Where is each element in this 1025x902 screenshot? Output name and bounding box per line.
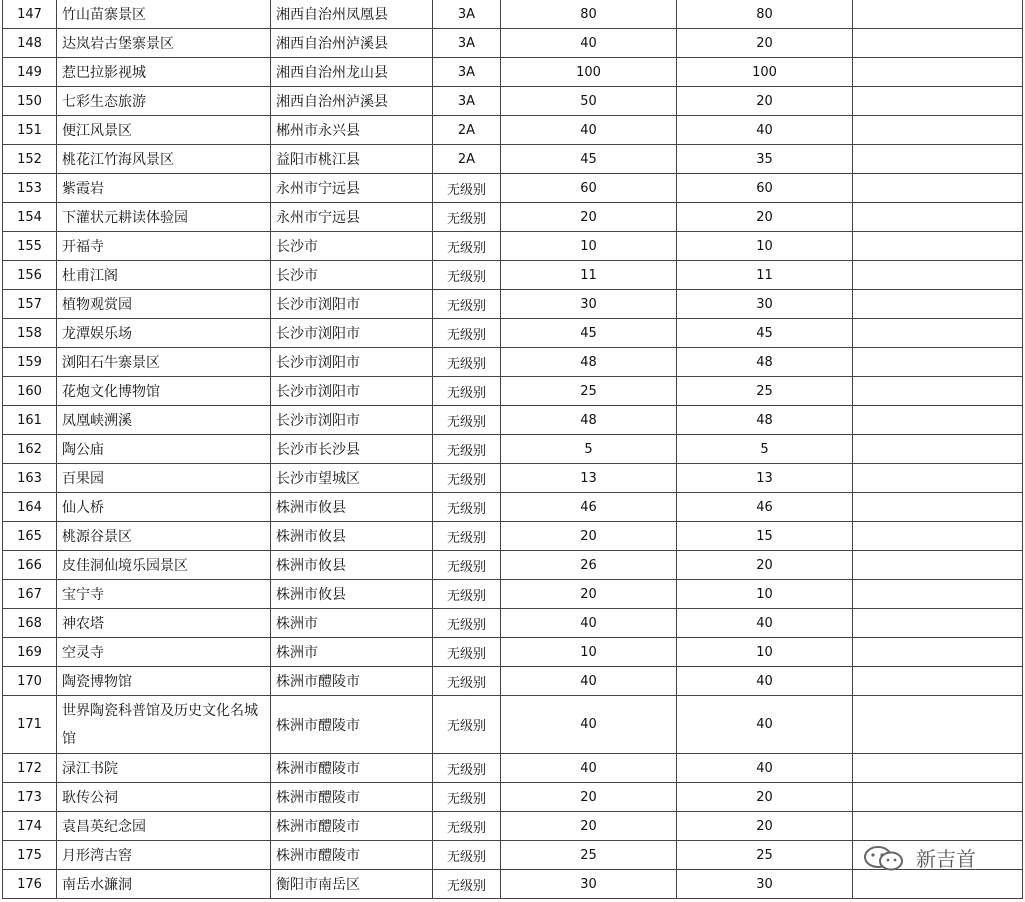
spot-name: 神农塔 bbox=[57, 609, 271, 638]
empty-cell bbox=[853, 551, 1023, 580]
value-2: 20 bbox=[677, 783, 853, 812]
spot-name: 仙人桥 bbox=[57, 493, 271, 522]
row-number: 153 bbox=[3, 174, 57, 203]
value-1: 11 bbox=[501, 261, 677, 290]
spot-grade: 无级别 bbox=[433, 377, 501, 406]
spot-name: 南岳水濂洞 bbox=[57, 870, 271, 899]
spot-name: 凤凰峡溯溪 bbox=[57, 406, 271, 435]
spot-name: 百果园 bbox=[57, 464, 271, 493]
value-2: 48 bbox=[677, 348, 853, 377]
spot-grade: 无级别 bbox=[433, 522, 501, 551]
table-row bbox=[3, 116, 1023, 145]
empty-cell bbox=[853, 232, 1023, 261]
table-row bbox=[3, 406, 1023, 435]
value-1: 40 bbox=[501, 609, 677, 638]
spot-grade: 无级别 bbox=[433, 812, 501, 841]
empty-cell bbox=[853, 174, 1023, 203]
row-number: 169 bbox=[3, 638, 57, 667]
row-number: 148 bbox=[3, 29, 57, 58]
table-body bbox=[3, 0, 1023, 899]
value-1: 40 bbox=[501, 696, 677, 754]
row-number: 158 bbox=[3, 319, 57, 348]
spot-grade: 3A bbox=[433, 0, 501, 29]
row-number: 173 bbox=[3, 783, 57, 812]
spot-name: 桃源谷景区 bbox=[57, 522, 271, 551]
table-row bbox=[3, 609, 1023, 638]
spot-grade: 无级别 bbox=[433, 348, 501, 377]
table-row bbox=[3, 696, 1023, 754]
spot-location: 长沙市浏阳市 bbox=[271, 377, 433, 406]
spot-name: 花炮文化博物馆 bbox=[57, 377, 271, 406]
empty-cell bbox=[853, 377, 1023, 406]
value-2: 10 bbox=[677, 638, 853, 667]
spot-location: 株洲市醴陵市 bbox=[271, 783, 433, 812]
spot-location: 长沙市浏阳市 bbox=[271, 348, 433, 377]
value-2: 10 bbox=[677, 580, 853, 609]
value-1: 48 bbox=[501, 406, 677, 435]
empty-cell bbox=[853, 290, 1023, 319]
empty-cell bbox=[853, 145, 1023, 174]
row-number: 163 bbox=[3, 464, 57, 493]
spot-location: 衡阳市南岳区 bbox=[271, 870, 433, 899]
row-number: 161 bbox=[3, 406, 57, 435]
spot-location: 株洲市 bbox=[271, 609, 433, 638]
empty-cell bbox=[853, 87, 1023, 116]
table-row bbox=[3, 638, 1023, 667]
value-1: 20 bbox=[501, 522, 677, 551]
spot-name: 皮佳洞仙境乐园景区 bbox=[57, 551, 271, 580]
value-2: 20 bbox=[677, 203, 853, 232]
value-2: 46 bbox=[677, 493, 853, 522]
value-1: 48 bbox=[501, 348, 677, 377]
row-number: 156 bbox=[3, 261, 57, 290]
row-number: 155 bbox=[3, 232, 57, 261]
spot-grade: 2A bbox=[433, 116, 501, 145]
spot-location: 株洲市醴陵市 bbox=[271, 841, 433, 870]
value-2: 11 bbox=[677, 261, 853, 290]
row-number: 150 bbox=[3, 87, 57, 116]
value-2: 40 bbox=[677, 696, 853, 754]
spot-grade: 3A bbox=[433, 58, 501, 87]
value-2: 25 bbox=[677, 841, 853, 870]
value-2: 10 bbox=[677, 232, 853, 261]
spot-name: 杜甫江阁 bbox=[57, 261, 271, 290]
table-row bbox=[3, 580, 1023, 609]
spot-name: 袁昌英纪念园 bbox=[57, 812, 271, 841]
table-row bbox=[3, 319, 1023, 348]
row-number: 152 bbox=[3, 145, 57, 174]
value-2: 30 bbox=[677, 870, 853, 899]
spot-name: 空灵寺 bbox=[57, 638, 271, 667]
table-row bbox=[3, 435, 1023, 464]
spot-grade: 无级别 bbox=[433, 667, 501, 696]
spot-location: 株洲市攸县 bbox=[271, 522, 433, 551]
spot-location: 湘西自治州泸溪县 bbox=[271, 29, 433, 58]
spot-location: 株洲市醴陵市 bbox=[271, 754, 433, 783]
row-number: 165 bbox=[3, 522, 57, 551]
value-1: 40 bbox=[501, 116, 677, 145]
value-2: 60 bbox=[677, 174, 853, 203]
empty-cell bbox=[853, 638, 1023, 667]
value-2: 40 bbox=[677, 754, 853, 783]
spot-location: 湘西自治州龙山县 bbox=[271, 58, 433, 87]
spot-name: 龙潭娱乐场 bbox=[57, 319, 271, 348]
spot-name: 陶公庙 bbox=[57, 435, 271, 464]
spot-grade: 无级别 bbox=[433, 493, 501, 522]
table-row bbox=[3, 290, 1023, 319]
row-number: 170 bbox=[3, 667, 57, 696]
spot-grade: 无级别 bbox=[433, 551, 501, 580]
row-number: 167 bbox=[3, 580, 57, 609]
table-row bbox=[3, 551, 1023, 580]
value-2: 20 bbox=[677, 551, 853, 580]
value-2: 45 bbox=[677, 319, 853, 348]
empty-cell bbox=[853, 261, 1023, 290]
spot-name: 惹巴拉影视城 bbox=[57, 58, 271, 87]
value-1: 25 bbox=[501, 841, 677, 870]
row-number: 149 bbox=[3, 58, 57, 87]
empty-cell bbox=[853, 580, 1023, 609]
value-1: 25 bbox=[501, 377, 677, 406]
value-2: 25 bbox=[677, 377, 853, 406]
spot-name: 渌江书院 bbox=[57, 754, 271, 783]
spot-location: 株洲市醴陵市 bbox=[271, 667, 433, 696]
spot-name: 紫霞岩 bbox=[57, 174, 271, 203]
table-row bbox=[3, 174, 1023, 203]
spot-location: 长沙市 bbox=[271, 261, 433, 290]
table-row bbox=[3, 232, 1023, 261]
row-number: 147 bbox=[3, 0, 57, 29]
row-number: 151 bbox=[3, 116, 57, 145]
value-1: 45 bbox=[501, 319, 677, 348]
value-2: 35 bbox=[677, 145, 853, 174]
empty-cell bbox=[853, 522, 1023, 551]
spot-grade: 3A bbox=[433, 29, 501, 58]
value-2: 20 bbox=[677, 29, 853, 58]
table-row bbox=[3, 870, 1023, 899]
spot-grade: 无级别 bbox=[433, 638, 501, 667]
empty-cell bbox=[853, 0, 1023, 29]
spot-grade: 2A bbox=[433, 145, 501, 174]
spot-grade: 无级别 bbox=[433, 696, 501, 754]
spot-grade: 3A bbox=[433, 87, 501, 116]
empty-cell bbox=[853, 696, 1023, 754]
spot-grade: 无级别 bbox=[433, 464, 501, 493]
spot-name: 耿传公祠 bbox=[57, 783, 271, 812]
spot-location: 株洲市 bbox=[271, 638, 433, 667]
spot-location: 长沙市长沙县 bbox=[271, 435, 433, 464]
value-2: 40 bbox=[677, 667, 853, 696]
value-1: 40 bbox=[501, 29, 677, 58]
spot-location: 长沙市 bbox=[271, 232, 433, 261]
row-number: 166 bbox=[3, 551, 57, 580]
table-row bbox=[3, 667, 1023, 696]
value-1: 20 bbox=[501, 580, 677, 609]
spot-grade: 无级别 bbox=[433, 783, 501, 812]
empty-cell bbox=[853, 348, 1023, 377]
spot-grade: 无级别 bbox=[433, 406, 501, 435]
spot-name: 宝宁寺 bbox=[57, 580, 271, 609]
spot-grade: 无级别 bbox=[433, 174, 501, 203]
table-row bbox=[3, 783, 1023, 812]
empty-cell bbox=[853, 435, 1023, 464]
spot-grade: 无级别 bbox=[433, 261, 501, 290]
spot-grade: 无级别 bbox=[433, 319, 501, 348]
spot-location: 长沙市浏阳市 bbox=[271, 290, 433, 319]
spot-name: 世界陶瓷科普馆及历史文化名城馆 bbox=[57, 696, 271, 754]
empty-cell bbox=[853, 464, 1023, 493]
empty-cell bbox=[853, 754, 1023, 783]
spot-location: 长沙市浏阳市 bbox=[271, 406, 433, 435]
empty-cell bbox=[853, 870, 1023, 899]
row-number: 172 bbox=[3, 754, 57, 783]
value-1: 20 bbox=[501, 203, 677, 232]
spot-name: 月形湾古窖 bbox=[57, 841, 271, 870]
spot-grade: 无级别 bbox=[433, 580, 501, 609]
spot-name: 植物观赏园 bbox=[57, 290, 271, 319]
row-number: 154 bbox=[3, 203, 57, 232]
row-number: 171 bbox=[3, 696, 57, 754]
watermark bbox=[860, 843, 976, 872]
value-2: 20 bbox=[677, 87, 853, 116]
empty-cell bbox=[853, 667, 1023, 696]
spot-location: 湘西自治州泸溪县 bbox=[271, 87, 433, 116]
value-1: 20 bbox=[501, 812, 677, 841]
table-row bbox=[3, 754, 1023, 783]
scenic-spot-table bbox=[2, 0, 1023, 899]
table-row bbox=[3, 464, 1023, 493]
spot-name: 七彩生态旅游 bbox=[57, 87, 271, 116]
value-2: 30 bbox=[677, 290, 853, 319]
table-row bbox=[3, 58, 1023, 87]
spot-location: 益阳市桃江县 bbox=[271, 145, 433, 174]
table-row bbox=[3, 261, 1023, 290]
table-row bbox=[3, 377, 1023, 406]
table-row bbox=[3, 348, 1023, 377]
spot-location: 长沙市浏阳市 bbox=[271, 319, 433, 348]
table-row bbox=[3, 0, 1023, 29]
value-1: 100 bbox=[501, 58, 677, 87]
value-1: 80 bbox=[501, 0, 677, 29]
value-1: 40 bbox=[501, 754, 677, 783]
value-1: 20 bbox=[501, 783, 677, 812]
value-2: 40 bbox=[677, 116, 853, 145]
value-1: 40 bbox=[501, 667, 677, 696]
row-number: 175 bbox=[3, 841, 57, 870]
row-number: 176 bbox=[3, 870, 57, 899]
spot-grade: 无级别 bbox=[433, 435, 501, 464]
value-2: 13 bbox=[677, 464, 853, 493]
value-1: 10 bbox=[501, 232, 677, 261]
empty-cell bbox=[853, 493, 1023, 522]
value-2: 48 bbox=[677, 406, 853, 435]
value-1: 60 bbox=[501, 174, 677, 203]
spot-location: 株洲市攸县 bbox=[271, 580, 433, 609]
row-number: 159 bbox=[3, 348, 57, 377]
table-row bbox=[3, 203, 1023, 232]
spot-grade: 无级别 bbox=[433, 290, 501, 319]
spot-location: 郴州市永兴县 bbox=[271, 116, 433, 145]
value-1: 10 bbox=[501, 638, 677, 667]
spot-grade: 无级别 bbox=[433, 609, 501, 638]
empty-cell bbox=[853, 319, 1023, 348]
spot-grade: 无级别 bbox=[433, 841, 501, 870]
spot-name: 陶瓷博物馆 bbox=[57, 667, 271, 696]
value-2: 15 bbox=[677, 522, 853, 551]
table-row bbox=[3, 812, 1023, 841]
spot-location: 湘西自治州凤凰县 bbox=[271, 0, 433, 29]
value-2: 5 bbox=[677, 435, 853, 464]
table-row bbox=[3, 522, 1023, 551]
spot-location: 长沙市望城区 bbox=[271, 464, 433, 493]
empty-cell bbox=[853, 783, 1023, 812]
value-1: 13 bbox=[501, 464, 677, 493]
spot-name: 浏阳石牛寨景区 bbox=[57, 348, 271, 377]
table-row bbox=[3, 87, 1023, 116]
row-number: 174 bbox=[3, 812, 57, 841]
value-2: 80 bbox=[677, 0, 853, 29]
row-number: 164 bbox=[3, 493, 57, 522]
empty-cell bbox=[853, 812, 1023, 841]
row-number: 160 bbox=[3, 377, 57, 406]
value-1: 5 bbox=[501, 435, 677, 464]
spot-grade: 无级别 bbox=[433, 754, 501, 783]
value-1: 45 bbox=[501, 145, 677, 174]
value-1: 30 bbox=[501, 870, 677, 899]
empty-cell bbox=[853, 406, 1023, 435]
value-2: 40 bbox=[677, 609, 853, 638]
value-1: 50 bbox=[501, 87, 677, 116]
table-row bbox=[3, 493, 1023, 522]
value-2: 100 bbox=[677, 58, 853, 87]
spot-name: 桃花江竹海风景区 bbox=[57, 145, 271, 174]
value-1: 26 bbox=[501, 551, 677, 580]
spot-name: 开福寺 bbox=[57, 232, 271, 261]
spot-name: 竹山苗寨景区 bbox=[57, 0, 271, 29]
row-number: 162 bbox=[3, 435, 57, 464]
spot-name: 下灌状元耕读体验园 bbox=[57, 203, 271, 232]
spot-grade: 无级别 bbox=[433, 203, 501, 232]
empty-cell bbox=[853, 116, 1023, 145]
spot-grade: 无级别 bbox=[433, 870, 501, 899]
spot-name: 达岚岩古堡寨景区 bbox=[57, 29, 271, 58]
value-1: 30 bbox=[501, 290, 677, 319]
row-number: 168 bbox=[3, 609, 57, 638]
wechat-icon bbox=[860, 844, 910, 872]
spot-name: 便江风景区 bbox=[57, 116, 271, 145]
spot-grade: 无级别 bbox=[433, 232, 501, 261]
spot-location: 株洲市醴陵市 bbox=[271, 696, 433, 754]
table-row bbox=[3, 29, 1023, 58]
empty-cell bbox=[853, 29, 1023, 58]
spot-location: 永州市宁远县 bbox=[271, 174, 433, 203]
watermark-text: 新吉首 bbox=[916, 847, 976, 871]
table-row bbox=[3, 145, 1023, 174]
spot-location: 永州市宁远县 bbox=[271, 203, 433, 232]
value-1: 46 bbox=[501, 493, 677, 522]
value-2: 20 bbox=[677, 812, 853, 841]
empty-cell bbox=[853, 58, 1023, 87]
spot-location: 株洲市醴陵市 bbox=[271, 812, 433, 841]
spot-location: 株洲市攸县 bbox=[271, 551, 433, 580]
row-number: 157 bbox=[3, 290, 57, 319]
empty-cell bbox=[853, 203, 1023, 232]
empty-cell bbox=[853, 609, 1023, 638]
spot-location: 株洲市攸县 bbox=[271, 493, 433, 522]
